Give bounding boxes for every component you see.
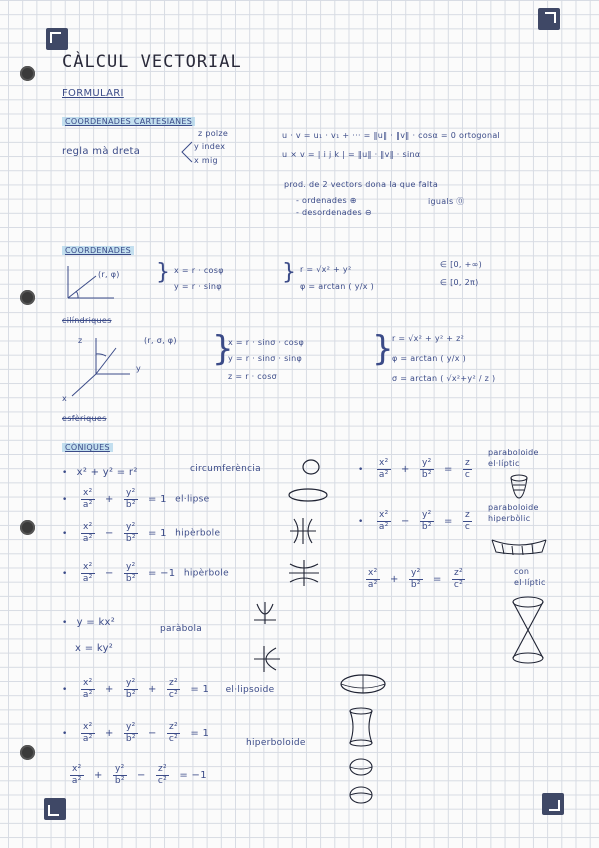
binder-hole (20, 290, 35, 305)
axis-y: y index (194, 142, 226, 151)
axis-y-label: y (136, 364, 142, 373)
conic-name: con el·líptic (514, 567, 546, 587)
polar-x: x = r · cosφ (174, 266, 224, 275)
brace: } (212, 329, 234, 369)
repeated-note: iguals ⓪ (428, 197, 465, 206)
polar-r: r = √x² + y² (300, 265, 352, 274)
axis-x-label: x (62, 394, 68, 403)
circle-sketch-icon (300, 458, 322, 476)
conic-name: paraboloide el·líptic (488, 448, 539, 468)
conic-row-hyperbola: • $\frac{\text{x²}}{\text{a²}}$ − $\frac{\text{y²}}{\text{b²}}$ = 1 hipèrbole (62, 522, 221, 544)
conic-row-circumference: • x² + y² = r² (62, 467, 138, 478)
corner-mark-icon (44, 798, 66, 820)
brace: } (156, 260, 171, 285)
conic-name: paraboloide hiperbòlic (488, 503, 539, 523)
conic-row-elliptic-cone: $\frac{\text{x²}}{\text{a²}}$ + $\frac{\text{y²}}{\text{b²}}$ = $\frac{\text{z²}}{\text{c²}}$ (367, 568, 464, 590)
parabola-up-sketch-icon (250, 600, 280, 626)
conic-row-hyperbolic-paraboloid: • $\frac{\text{x²}}{\text{a²}}$ − $\frac{\text{y²}}{\text{b²}}$ = $\frac{z}{c}$ (358, 510, 471, 532)
binder-hole (20, 520, 35, 535)
cone-sketch-icon (508, 594, 548, 666)
polar-y: y = r · sinφ (174, 282, 222, 291)
page-title: CÀLCUL VECTORIAL (62, 52, 242, 72)
spherical-phi: φ = arctan ( y/x ) (392, 354, 467, 363)
brace: } (282, 260, 297, 285)
axis-z: z polze (198, 129, 229, 138)
cross-product: u × v = | i j k | = ‖u‖ · ‖v‖ · sinα (282, 150, 421, 159)
polar-phi: φ = arctan ( y/x ) (300, 282, 375, 291)
polar-point: (r, φ) (98, 270, 120, 279)
section-coniques: CÒNIQUES (62, 443, 113, 452)
conic-row-ellipse: • $\frac{\text{x²}}{\text{a²}}$ + $\frac{\text{y²}}{\text{b²}}$ = 1 el·lipse (62, 488, 210, 510)
two-sheet-bottom-sketch-icon (346, 784, 376, 806)
section-esferiques: esfèriques (62, 414, 107, 423)
spherical-y: y = r · sinσ · sinφ (228, 354, 303, 363)
binder-hole (20, 745, 35, 760)
subtitle: FORMULARI (62, 88, 124, 99)
hyperboloid-name: hiperboloide (246, 738, 306, 748)
section-cilindriques: cilíndriques (62, 316, 112, 325)
right-hand-rule: regla mà dreta (62, 146, 141, 157)
ellipse-sketch-icon (286, 486, 330, 504)
spherical-r: r = √x² + y² + z² (392, 334, 465, 343)
spherical-z: z = r · cosσ (228, 372, 278, 381)
ellipsoid-sketch-icon (338, 672, 388, 696)
elliptic-paraboloid-sketch-icon (508, 474, 530, 500)
polar-r-range: ∈ [0, +∞) (440, 260, 482, 269)
saddle-sketch-icon (490, 536, 548, 556)
axis-x: x mig (194, 156, 218, 165)
conic-name: circumferència (190, 464, 261, 474)
hyperboloid-sketch-icon (346, 706, 376, 748)
dot-product: u · v = u₁ · v₁ + ··· = ‖u‖ · ‖v‖ · cosα = 0 ortogonal (282, 131, 501, 140)
disordered-note: - desordenades ⊖ (296, 208, 372, 217)
axis-z-label: z (78, 336, 83, 345)
spherical-sigma: σ = arctan ( √x²+y² / z ) (392, 374, 496, 383)
quadric-row-ellipsoid: • $\frac{\text{x²}}{\text{a²}}$ + $\frac{\text{y²}}{\text{b²}}$ + $\frac{\text{z²}}{\text{c²}}$ = 1 el·lipsoide (62, 678, 275, 700)
parabola-name: paràbola (160, 624, 203, 634)
product-note: prod. de 2 vectors dona la que falta (284, 180, 439, 189)
quadric-row-hyperboloid: • $\frac{\text{x²}}{\text{a²}}$ + $\frac{\text{y²}}{\text{b²}}$ − $\frac{\text{z²}}{\text{c²}}$ = 1 (62, 722, 210, 744)
parabola-eq-2: x = ky² (75, 643, 114, 654)
spherical-point: (r, σ, φ) (144, 336, 177, 345)
quadric-row-hyperboloid-2: $\frac{\text{x²}}{\text{a²}}$ + $\frac{\text{y²}}{\text{b²}}$ − $\frac{\text{z²}}{\text{c²}}$ = −1 (71, 764, 207, 786)
ordered-note: - ordenades ⊕ (296, 196, 357, 205)
brace: } (372, 329, 394, 369)
hyperbola-vertical-sketch-icon (286, 558, 322, 588)
parabola-eq-1: • y = kx² (62, 617, 116, 628)
spherical-x: x = r · sinσ · cosφ (228, 338, 305, 347)
parabola-side-sketch-icon (252, 644, 282, 674)
polar-phi-range: ∈ [0, 2π) (440, 278, 479, 287)
section-cartesianes: COORDENADES CARTESIANES (62, 117, 195, 126)
hyperbola-sketch-icon (286, 516, 320, 546)
corner-mark-icon (538, 8, 560, 30)
two-sheet-top-sketch-icon (346, 756, 376, 778)
conic-row-elliptic-paraboloid: • $\frac{\text{x²}}{\text{a²}}$ + $\frac{\text{y²}}{\text{b²}}$ = $\frac{z}{c}$ (358, 458, 471, 480)
corner-mark-icon (46, 28, 68, 50)
section-coordenades: COORDENADES (62, 246, 134, 255)
corner-mark-icon (542, 793, 564, 815)
binder-hole (20, 66, 35, 81)
conic-row-hyperbola-2: • $\frac{\text{x²}}{\text{a²}}$ − $\frac{\text{y²}}{\text{b²}}$ = −1 hipèrbole (62, 562, 229, 584)
